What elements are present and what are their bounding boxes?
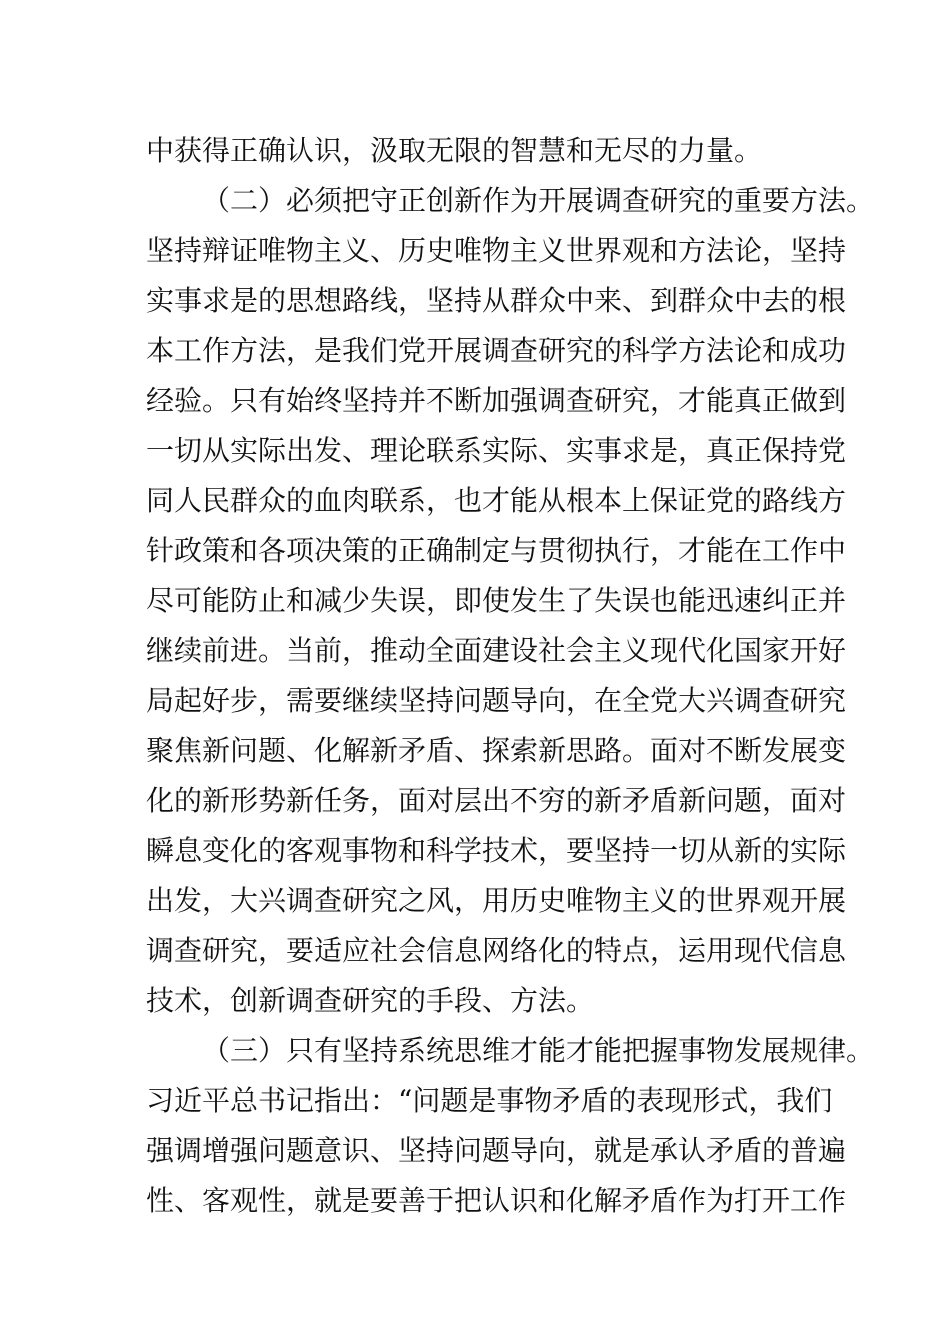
paragraph-line: 一切从实际出发、理论联系实际、实事求是，真正保持党	[146, 434, 847, 467]
paragraph-line: 针政策和各项决策的正确制定与贯彻执行，才能在工作中	[146, 534, 847, 567]
paragraph-line: 实事求是的思想路线，坚持从群众中来、到群众中去的根	[146, 284, 847, 317]
paragraph-line: 出发，大兴调查研究之风，用历史唯物主义的世界观开展	[146, 884, 847, 917]
paragraph-line: 强调增强问题意识、坚持问题导向，就是承认矛盾的普遍	[146, 1134, 847, 1167]
paragraph-line: 尽可能防止和减少失误，即使发生了失误也能迅速纠正并	[146, 584, 847, 617]
paragraph-line: 化的新形势新任务，面对层出不穷的新矛盾新问题，面对	[146, 784, 847, 817]
paragraph-line: 局起好步，需要继续坚持问题导向，在全党大兴调查研究	[146, 684, 847, 717]
paragraph-line: 调查研究，要适应社会信息网络化的特点，运用现代信息	[146, 934, 847, 967]
paragraph-line: 本工作方法，是我们党开展调查研究的科学方法论和成功	[146, 334, 847, 367]
paragraph-line: 聚焦新问题、化解新矛盾、探索新思路。面对不断发展变	[146, 734, 847, 767]
paragraph-line: 继续前进。当前，推动全面建设社会主义现代化国家开好	[146, 634, 847, 667]
section-heading-2: （二）必须把守正创新作为开展调查研究的重要方法。	[202, 184, 875, 217]
paragraph-line: 同人民群众的血肉联系，也才能从根本上保证党的路线方	[146, 484, 847, 517]
paragraph-line: 瞬息变化的客观事物和科学技术，要坚持一切从新的实际	[146, 834, 847, 867]
paragraph-line: 经验。只有始终坚持并不断加强调查研究，才能真正做到	[146, 384, 847, 417]
paragraph-line: 中获得正确认识，汲取无限的智慧和无尽的力量。	[146, 134, 763, 167]
paragraph-line: 性、客观性，就是要善于把认识和化解矛盾作为打开工作	[146, 1184, 847, 1217]
paragraph-line: 技术，创新调查研究的手段、方法。	[146, 984, 595, 1017]
paragraph-line: 坚持辩证唯物主义、历史唯物主义世界观和方法论，坚持	[146, 234, 847, 267]
section-heading-3: （三）只有坚持系统思维才能才能把握事物发展规律。	[202, 1034, 875, 1067]
paragraph-line: 习近平总书记指出：“问题是事物矛盾的表现形式，我们	[146, 1084, 833, 1117]
